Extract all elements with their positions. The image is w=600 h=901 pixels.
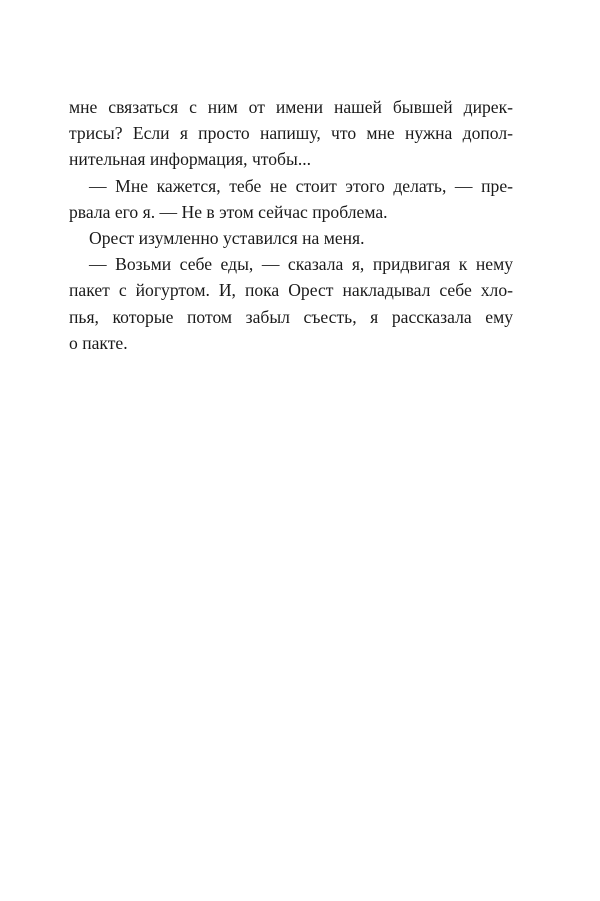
text-line: мне связаться с ним от имени нашей бывшей дирек- bbox=[69, 97, 513, 117]
text-line: трисы? Если я просто напишу, что мне нужна допол- bbox=[69, 123, 513, 144]
text-line: нительная информация, чтобы... bbox=[69, 149, 312, 170]
text-line: о пакте. bbox=[69, 332, 128, 353]
text-line: — Возьми себе еды, — сказала я, придвигая к нему bbox=[89, 254, 513, 275]
text-line: — Мне кажется, тебе не стоит этого делать, — пре- bbox=[89, 175, 513, 196]
text-line: рвала его я. — Не в этом сейчас проблема. bbox=[69, 201, 388, 222]
text-line: пья, которые потом забыл съесть, я рассказала ему bbox=[69, 306, 513, 327]
text-line: пакет с йогуртом. И, пока Орест накладывал себе хло- bbox=[69, 280, 513, 301]
body-text bbox=[69, 94, 513, 356]
text-line: Орест изумленно уставился на меня. bbox=[89, 227, 365, 248]
